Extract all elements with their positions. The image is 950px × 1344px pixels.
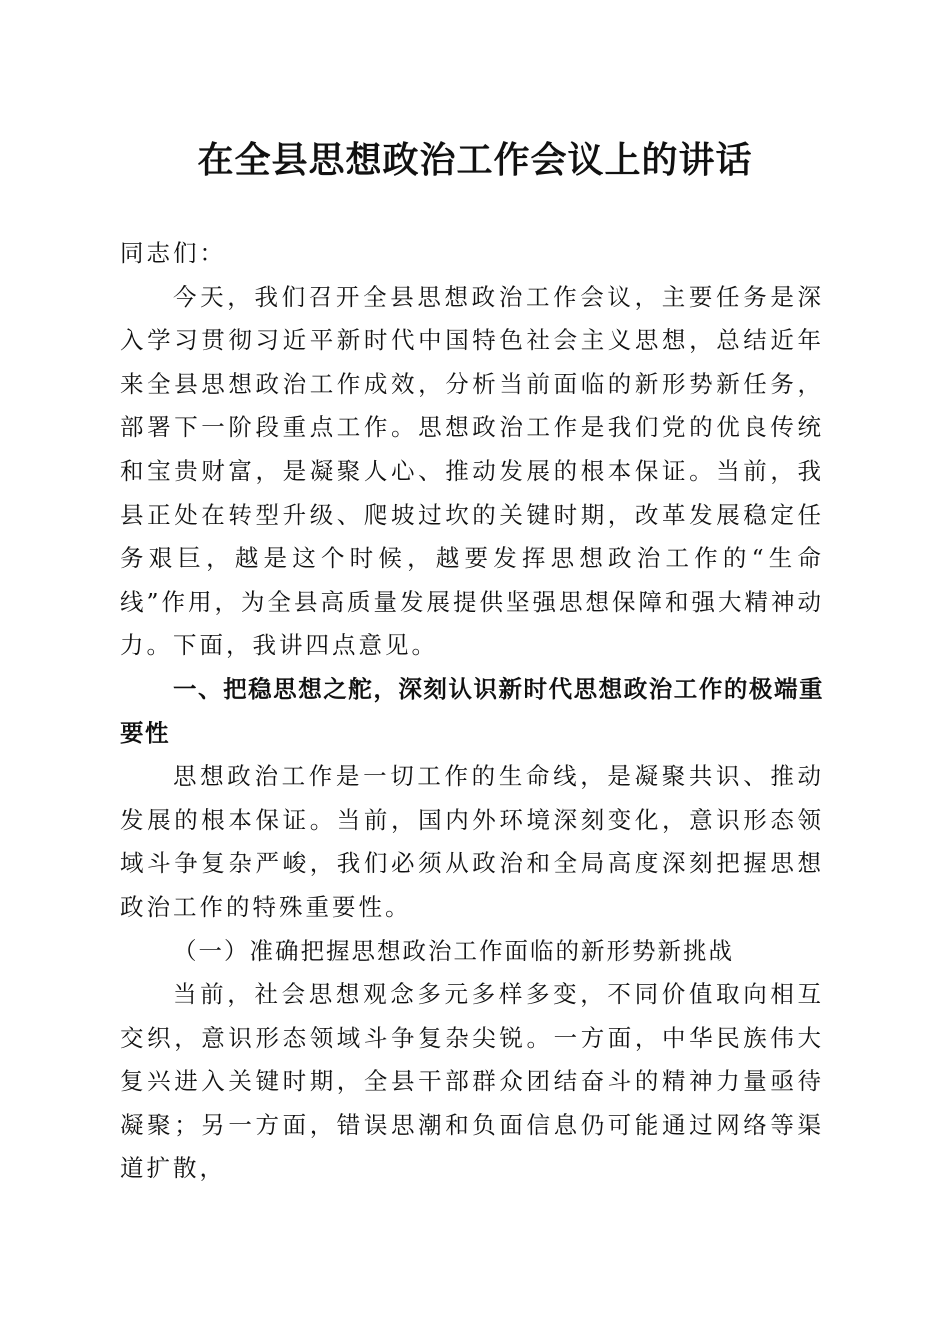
salutation: 同志们：: [120, 239, 226, 267]
subsection-heading-1: （一）准确把握思想政治工作面临的新形势新挑战: [173, 936, 734, 965]
document-body: [120, 232, 824, 1191]
document-title: 在全县思想政治工作会议上的讲话: [197, 139, 753, 181]
intro-paragraph: 今天，我们召开全县思想政治工作会议，主要任务是深入学习贯彻习近平新时代中国特色社会主义思想，总结近年来全县思想政治工作成效，分析当前面临的新形势新任务，部署下一阶段重点工作。思想政治工作是我们党的优良传统和宝贵财富，是凝聚人心、推动发展的根本保证。当前，我县正处在转型升级、爬坡过坎的关键时期，改革发展稳定任务艰巨，越是这个时候，越要发挥思想政治工作的“生命线”作用，为全县高质量发展提供坚强思想保障和强大精神动力。下面，我讲四点意见。: [120, 282, 825, 660]
section-paragraph-1: 思想政治工作是一切工作的生命线，是凝聚共识、推动发展的根本保证。当前，国内外环境深刻变化，意识形态领域斗争复杂严峻，我们必须从政治和全局高度深刻把握思想政治工作的特殊重要性。: [120, 762, 824, 921]
subsection-paragraph-1: 当前，社会思想观念多元多样多变，不同价值取向相互交织，意识形态领域斗争复杂尖锐。一方面，中华民族伟大复兴进入关键时期，全县干部群众团结奋斗的精神力量亟待凝聚；另一方面，错误思潮和负面信息仍可能通过网络等渠道扩散，: [120, 980, 824, 1183]
section-heading-1: 一、把稳思想之舵，深刻认识新时代思想政治工作的极端重要性: [120, 674, 824, 747]
